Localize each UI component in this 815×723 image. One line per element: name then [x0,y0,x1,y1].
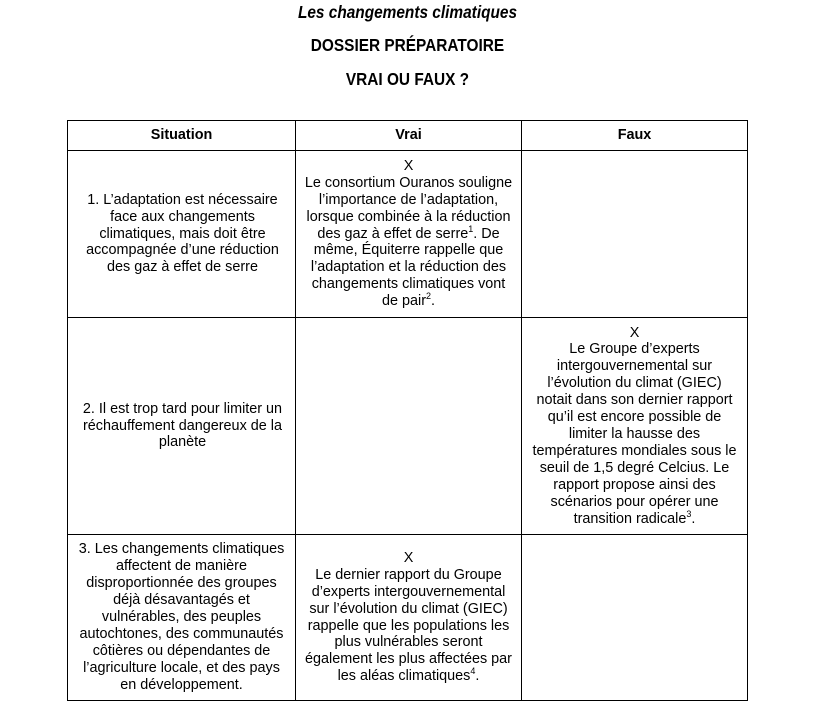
document-subtitle: DOSSIER PRÉPARATOIRE [310,35,505,55]
vrai-explanation: Le dernier rapport du Groupe d’experts intergouvernemental sur l’évolution du climat (GIEC) rappelle que les populations les plus vulnérables seront également les plus affectées par les aléas climatiques$^4$. [305,566,512,685]
check-mark: X [629,324,640,341]
situation-cell [68,535,296,701]
situation-text: 1. L’adaptation est nécessaire face aux changements climatiques, mais doit être accompagnée d’une réduction des gaz à effet de serre [86,191,279,276]
vrai-content [296,158,521,310]
faux-explanation: Le Groupe d’experts intergouvernemental sur l’évolution du climat (GIEC) notait dans son dernier rapport qu’il est encore possible de limiter la hausse des températures mondiales sous le seuil de 1,5 degré Celcius. Le rapport propose ainsi des scénarios pour opérer une transition radicale$^3$. [532,341,737,527]
column-header-faux: Faux [522,121,748,151]
situation-cell [68,318,296,535]
vrai-cell [296,318,522,535]
situation-text: 2. Il est trop tard pour limiter un réchauffement dangereux de la planète [82,400,283,451]
column-header-vrai: Vrai [296,121,522,151]
vrai-cell [296,151,522,318]
table-row [68,535,748,701]
footnote-ref: 3 [686,508,692,519]
table-header-row [68,121,748,151]
faux-cell [522,151,748,318]
true-false-table [67,120,748,701]
vrai-explanation: Le consortium Ouranos souligne l’importance de l’adaptation, lorsque combinée à la réduction des gaz à effet de serre$^1$. De même, Équiterre rappelle que l’adaptation et la réduction des changements climatiques vont de pair$^2$. [304,174,513,310]
vrai-cell [296,535,522,701]
footnote-ref: 2 [426,291,432,302]
faux-cell [522,535,748,701]
vrai-content [296,550,521,685]
document-heading: VRAI OU FAUX ? [345,69,470,89]
document-title: Les changements climatiques [297,2,518,22]
table-row [68,151,748,318]
column-header-situation: Situation [68,121,296,151]
situation-text: 3. Les changements climatiques affectent de manière disproportionnée des groupes déjà désavantagés et vulnérables, des peuples autochtones, des communautés côtières ou dépendantes de l’agriculture locale, et des pays en développement. [78,541,285,693]
faux-cell [522,318,748,535]
situation-cell [68,151,296,318]
check-mark: X [403,549,414,566]
faux-content [522,325,747,528]
table-row [68,318,748,535]
check-mark: X [403,157,414,174]
footnote-ref: 4 [470,666,476,677]
footnote-ref: 1 [468,223,474,234]
